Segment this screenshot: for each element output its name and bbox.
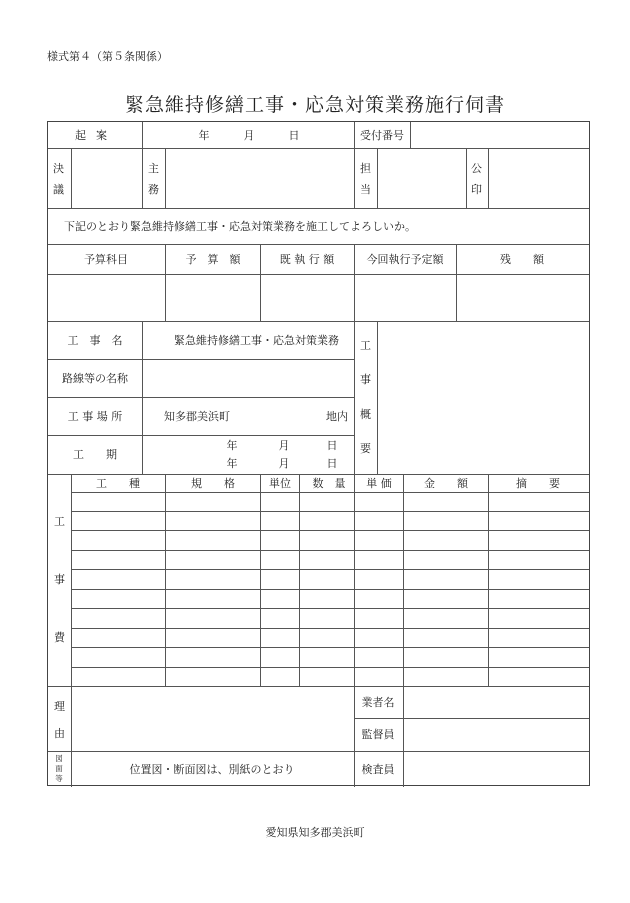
shumu-char-2: 務 bbox=[148, 183, 159, 196]
date-year-label: 年 bbox=[198, 129, 210, 142]
overview-char-1: 工 bbox=[360, 339, 371, 352]
budget-col-yosan-kamoku: 予算科目 bbox=[84, 253, 128, 266]
date-month-label: 月 bbox=[243, 129, 255, 142]
supervisor-label: 監督員 bbox=[361, 728, 395, 741]
statement-text: 下記のとおり緊急維持修繕工事・応急対策業務を施工してよろしいか。 bbox=[64, 220, 416, 233]
tanto-char-2: 当 bbox=[360, 183, 371, 196]
document-title: 緊急維持修繕工事・応急対策業務施行伺書 bbox=[124, 94, 505, 116]
cost-col-kikaku: 規 格 bbox=[191, 477, 235, 490]
budget-col-zan-gaku: 残 額 bbox=[500, 253, 544, 266]
drawings-note: 位置図・断面図は、別紙のとおり bbox=[129, 763, 295, 776]
overview-char-3: 概 bbox=[360, 408, 371, 421]
form-number: 様式第４（第５条関係） bbox=[47, 50, 168, 63]
shumu-char-1: 主 bbox=[148, 162, 159, 175]
work-period-label: 工 期 bbox=[73, 448, 117, 461]
cost-col-tani: 単位 bbox=[269, 477, 291, 490]
cost-side-char-3: 費 bbox=[54, 631, 65, 644]
inspector-label: 検査員 bbox=[361, 763, 395, 776]
kessai-char-2: 議 bbox=[53, 183, 64, 196]
work-place-suffix: 地内 bbox=[326, 410, 348, 423]
zumen-char-1: 図 bbox=[55, 754, 63, 763]
date-day-label: 日 bbox=[288, 129, 300, 142]
overview-char-2: 事 bbox=[360, 373, 371, 386]
budget-col-kishikko-gaku: 既 執 行 額 bbox=[279, 253, 335, 266]
cost-col-kingaku: 金 額 bbox=[424, 477, 468, 490]
work-place-label: 工 事 場 所 bbox=[67, 410, 123, 423]
budget-col-yosan-gaku: 予 算 額 bbox=[185, 253, 241, 266]
reason-char-2: 由 bbox=[54, 727, 65, 740]
cost-col-tanka: 単 価 bbox=[366, 477, 392, 490]
period-start-day: 日 bbox=[326, 439, 338, 452]
cost-col-suryo: 数 量 bbox=[312, 477, 346, 490]
kian-label: 起案 bbox=[75, 129, 117, 142]
period-start-year: 年 bbox=[226, 439, 238, 452]
kessai-char-1: 決 bbox=[53, 162, 64, 175]
contractor-label: 業者名 bbox=[361, 696, 395, 709]
tanto-char-1: 担 bbox=[360, 162, 371, 175]
period-end-day: 日 bbox=[326, 457, 338, 470]
cost-side-char-2: 事 bbox=[54, 573, 65, 586]
work-name-value: 緊急維持修繕工事・応急対策業務 bbox=[174, 334, 339, 347]
cost-col-tekiyo: 摘 要 bbox=[516, 477, 560, 490]
work-place-value: 知多郡美浜町 bbox=[164, 410, 230, 423]
work-name-label: 工 事 名 bbox=[67, 334, 123, 347]
cost-side-char-1: 工 bbox=[54, 515, 65, 528]
koin-char-2: 印 bbox=[471, 183, 482, 196]
period-start-month: 月 bbox=[278, 439, 290, 452]
cost-col-koshu: 工 種 bbox=[96, 477, 140, 490]
receipt-number-field[interactable] bbox=[412, 124, 586, 146]
budget-col-konkai-yotei: 今回執行予定額 bbox=[366, 253, 444, 266]
zumen-char-2: 面 bbox=[55, 764, 63, 773]
reason-char-1: 理 bbox=[54, 700, 65, 713]
route-name-label: 路線等の名称 bbox=[62, 372, 128, 385]
zumen-char-3: 等 bbox=[55, 774, 63, 783]
period-end-month: 月 bbox=[278, 457, 290, 470]
receipt-number-label: 受付番号 bbox=[360, 129, 404, 142]
application-form bbox=[47, 121, 590, 786]
issuer-name: 愛知県知多郡美浜町 bbox=[265, 826, 365, 839]
overview-char-4: 要 bbox=[360, 442, 371, 455]
koin-char-1: 公 bbox=[471, 162, 482, 175]
period-end-year: 年 bbox=[226, 457, 238, 470]
